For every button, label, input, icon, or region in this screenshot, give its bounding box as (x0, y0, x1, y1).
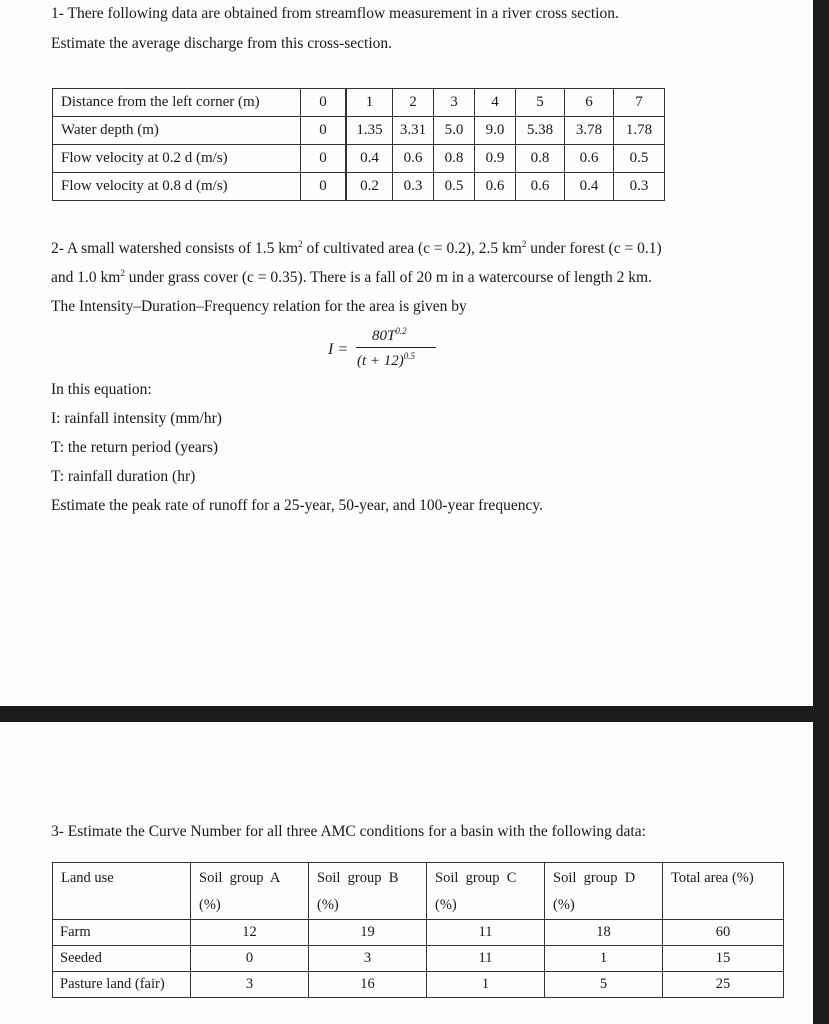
flow-cell: 3.78 (565, 117, 614, 145)
flow-cell: 0.6 (516, 173, 565, 201)
q3-line1: 3- Estimate the Curve Number for all three AMC conditions for a basin with the following data: (51, 823, 646, 840)
cn-cell: 1 (545, 946, 663, 972)
flow-row-label: Flow velocity at 0.8 d (m/s) (53, 173, 301, 201)
flow-row (53, 117, 665, 145)
flow-row (53, 145, 665, 173)
cn-row-label: Farm (53, 920, 191, 946)
flow-row-label: Water depth (m) (53, 117, 301, 145)
cn-header-line2: (%) (553, 897, 575, 913)
cn-row (53, 920, 784, 946)
flow-cell: 9.0 (475, 117, 516, 145)
def-line-1: In this equation: (51, 381, 152, 398)
q2-line2: and 1.0 $km^2$ under grass cover (c = 0.35). There is a fall of 20 m in a watercourse of length 2 km. (51, 268, 652, 287)
flow-row-label: Distance from the left corner (m) (53, 89, 301, 117)
flow-cell: 0.4 (346, 145, 393, 173)
cn-cell: 3 (309, 946, 427, 972)
cn-header-line2: (%) (317, 897, 339, 913)
flow-cell: 0.6 (393, 145, 434, 173)
flow-cell: 7 (614, 89, 665, 117)
cn-cell: 1 (427, 972, 545, 998)
flow-cell: 0.3 (393, 173, 434, 201)
q1-line1: 1- There following data are obtained from streamflow measurement in a river cross section. (51, 5, 619, 22)
q2-line1: 2- A small watershed consists of 1.5 $km^2$ of cultivated area (c = 0.2), 2.5 $km^2$ under forest (c = 0.1) (51, 239, 662, 258)
flow-cell: 3 (434, 89, 475, 117)
flow-row-label: Flow velocity at 0.2 d (m/s) (53, 145, 301, 173)
flow-cell: 1.78 (614, 117, 665, 145)
cn-header-line1: Soil group B (317, 870, 399, 886)
cn-header-cell (427, 863, 545, 920)
flow-cell: 0.6 (565, 145, 614, 173)
cn-row-label: Pasture land (fair) (53, 972, 191, 998)
flow-cell: 0.5 (434, 173, 475, 201)
streamflow-table (52, 88, 665, 201)
flow-cell: 0.6 (475, 173, 516, 201)
flow-cell: 0.3 (614, 173, 665, 201)
curve-number-table (52, 862, 784, 998)
formula-lhs: I = (328, 341, 349, 358)
cn-header-line1: Land use (61, 870, 114, 886)
flow-row (53, 173, 665, 201)
cn-row-label: Seeded (53, 946, 191, 972)
cn-header-line2: (%) (435, 897, 457, 913)
cn-row (53, 972, 784, 998)
def-line-3: T: the return period (years) (51, 439, 219, 456)
cn-row (53, 946, 784, 972)
cn-cell: 0 (191, 946, 309, 972)
cn-header-cell (309, 863, 427, 920)
cn-header-line1: Soil group D (553, 870, 636, 886)
flow-cell: 5.0 (434, 117, 475, 145)
cn-header-line1: Total area (%) (671, 870, 754, 886)
cn-header-row (53, 863, 784, 920)
flow-cell: 0.5 (614, 145, 665, 173)
flow-cell: 1.35 (346, 117, 393, 145)
flow-row (53, 89, 665, 117)
cn-cell: 11 (427, 920, 545, 946)
q2-line3: The Intensity–Duration–Frequency relation for the area is given by (51, 298, 467, 315)
fraction-bar (356, 347, 436, 348)
cn-cell: 25 (663, 972, 784, 998)
flow-cell: 0.8 (434, 145, 475, 173)
formula-numerator: $80T^{0.2}$ (372, 326, 407, 344)
flow-cell: 4 (475, 89, 516, 117)
flow-cell: 0 (301, 89, 347, 117)
cn-cell: 16 (309, 972, 427, 998)
cn-header-cell (663, 863, 784, 920)
flow-cell: 2 (393, 89, 434, 117)
cn-cell: 5 (545, 972, 663, 998)
flow-cell: 0.9 (475, 145, 516, 173)
cn-header-cell (53, 863, 191, 920)
flow-cell: 5 (516, 89, 565, 117)
flow-cell: 3.31 (393, 117, 434, 145)
cn-cell: 12 (191, 920, 309, 946)
flow-cell: 1 (346, 89, 393, 117)
formula-denominator: $(t + 12)^{0.5}$ (357, 351, 416, 369)
flow-cell: 0.4 (565, 173, 614, 201)
flow-cell: 0 (301, 117, 347, 145)
cn-header-line2: (%) (199, 897, 221, 913)
flow-cell: 6 (565, 89, 614, 117)
flow-cell: 5.38 (516, 117, 565, 145)
cn-cell: 18 (545, 920, 663, 946)
cn-header-cell (191, 863, 309, 920)
flow-cell: 0 (301, 145, 347, 173)
cn-header-line1: Soil group C (435, 870, 517, 886)
cn-cell: 11 (427, 946, 545, 972)
cn-header-cell (545, 863, 663, 920)
q1-line2: Estimate the average discharge from this cross-section. (51, 35, 393, 52)
cn-cell: 15 (663, 946, 784, 972)
def-line-4: T: rainfall duration (hr) (51, 468, 196, 485)
cn-cell: 19 (309, 920, 427, 946)
flow-cell: 0 (301, 173, 347, 201)
cn-cell: 3 (191, 972, 309, 998)
cn-header-line1: Soil group A (199, 870, 281, 886)
flow-cell: 0.8 (516, 145, 565, 173)
def-line-2: I: rainfall intensity (mm/hr) (51, 410, 222, 427)
cn-cell: 60 (663, 920, 784, 946)
flow-cell: 0.2 (346, 173, 393, 201)
q2-question: Estimate the peak rate of runoff for a 25-year, 50-year, and 100-year frequency. (51, 497, 543, 514)
